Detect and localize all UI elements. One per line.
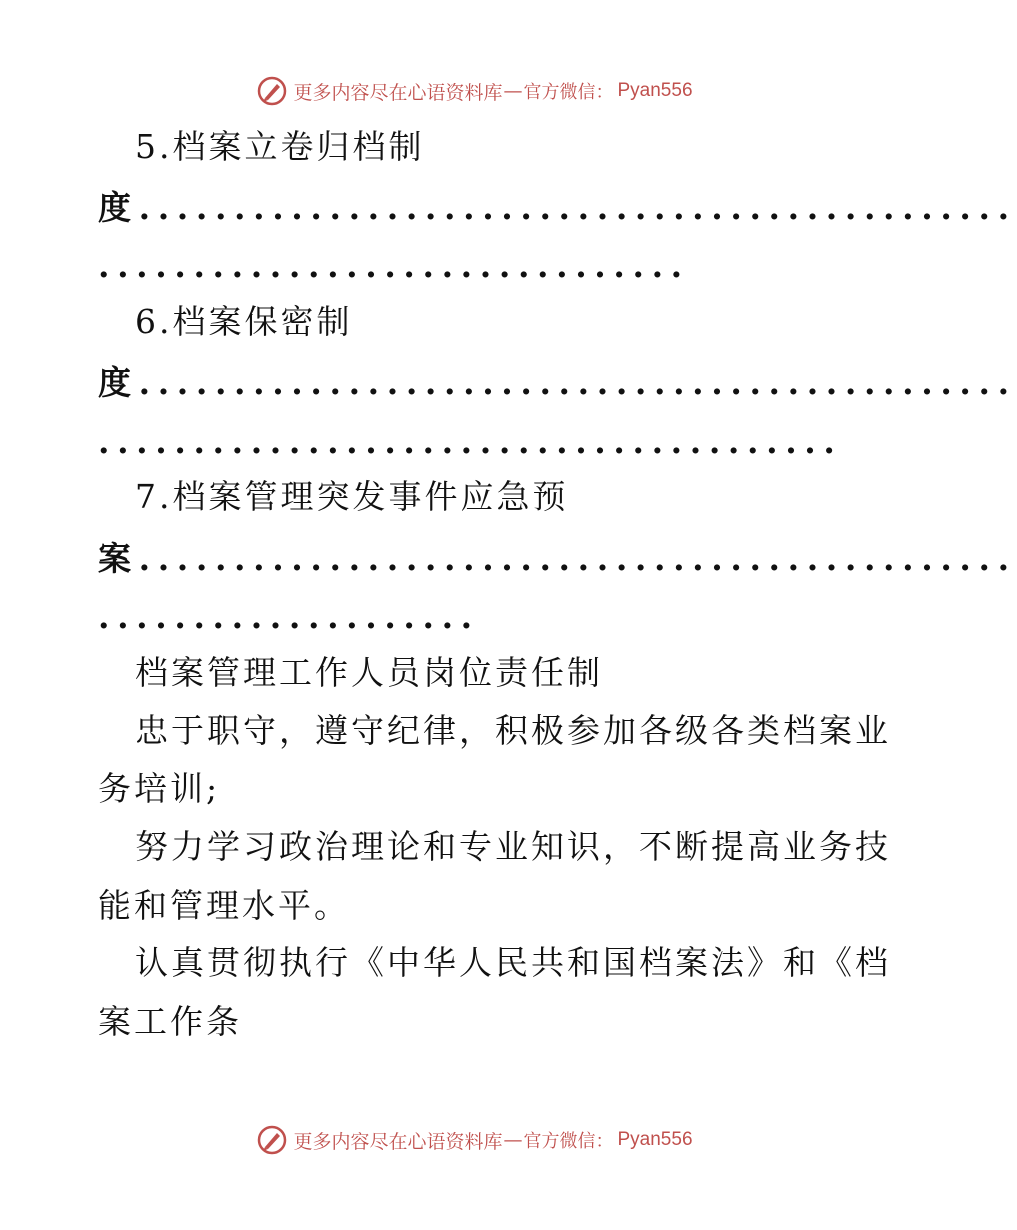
paragraph-3-line-1: 认真贯彻执行《中华人民共和国档案法》和《档	[135, 943, 891, 982]
section-heading: 档案管理工作人员岗位责任制	[135, 653, 603, 692]
item5-line2-text: 度..............................................	[98, 188, 1017, 227]
item5-dots-line2: ...............................	[98, 246, 690, 285]
item6-dots-line2: .......................................	[98, 422, 843, 461]
item5-title: 5.档案立卷归档制	[135, 127, 425, 166]
paragraph-1-line-1: 忠于职守，遵守纪律，积极参加各级各类档案业	[135, 711, 891, 750]
paragraph-2-line-1: 努力学习政治理论和专业知识，不断提高业务技	[135, 827, 891, 866]
banner-dash: —	[503, 1129, 523, 1151]
banner-dash: —	[503, 80, 523, 102]
item7-line2-text: 案..............................................	[98, 539, 1017, 578]
header-banner	[0, 71, 950, 111]
banner-wechat-id: Pyan556	[617, 80, 693, 101]
item7-dots-line1	[98, 537, 1017, 581]
item7-title: 7.档案管理突发事件应急预	[135, 477, 569, 516]
banner-text: 更多内容尽在心语资料库	[293, 1130, 503, 1153]
paragraph-3-line-2: 案工作条	[98, 1002, 242, 1041]
item5-dots-line1	[98, 186, 1017, 230]
banner-wechat-label: 官方微信：	[523, 1131, 614, 1152]
pen-logo-icon	[257, 76, 287, 106]
pen-logo-icon	[257, 1125, 287, 1155]
banner-wechat-id: Pyan556	[617, 1129, 693, 1150]
banner-text: 更多内容尽在心语资料库	[293, 81, 503, 104]
item6-title: 6.档案保密制	[135, 302, 353, 341]
paragraph-2-line-2: 能和管理水平。	[98, 886, 350, 925]
item6-dots-line1	[98, 361, 1017, 405]
banner-wechat-label: 官方微信：	[523, 82, 614, 103]
paragraph-1-line-2: 务培训;	[98, 769, 221, 808]
footer-banner	[0, 1120, 950, 1160]
item6-line2-text: 度..............................................	[98, 363, 1017, 402]
item7-dots-line2: ....................	[98, 597, 480, 636]
